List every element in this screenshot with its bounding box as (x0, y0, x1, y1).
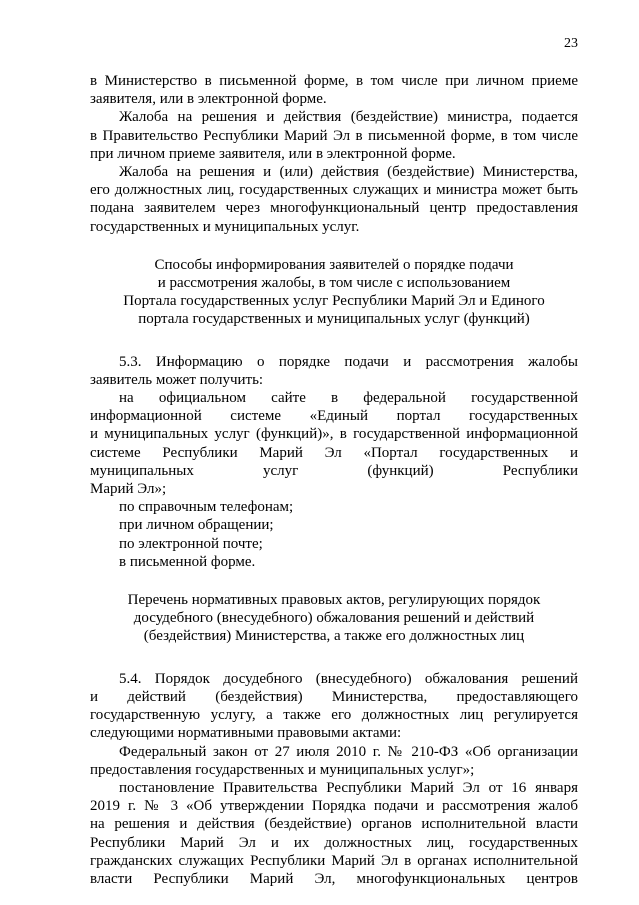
paragraph-5-3 (90, 353, 578, 389)
line: на решения и действия (бездействие) органов исполнительной власти (90, 816, 578, 833)
line: и действий (бездействия) Министерства, предоставляющего (90, 688, 578, 705)
paragraph-3 (90, 163, 578, 236)
line: и муниципальных услуг (функций)», в государственной информационной (90, 426, 578, 443)
line: предоставления государственных и муниципальных услуг»; (90, 761, 475, 778)
heading-line: и рассмотрения жалобы, в том числе с использованием (157, 275, 511, 292)
heading-line: Перечень нормативных правовых актов, регулирующих порядок (127, 592, 541, 609)
section-heading-legal-acts (90, 591, 578, 646)
line: при личном приеме заявителя, или в электронной форме. (90, 145, 456, 162)
heading-line: Портала государственных услуг Республики Марий Эл и Единого (123, 293, 545, 310)
line: гражданских служащих Республики Марий Эл в органах исполнительной (90, 852, 578, 869)
line: информационной системе «Единый портал государственных (90, 408, 578, 425)
heading-line: Способы информирования заявителей о порядке подачи (154, 256, 514, 273)
line: 5.4. Порядок досудебного (внесудебного) обжалования решений (119, 670, 578, 687)
page-number: 23 (564, 36, 578, 51)
line: на официальном сайте в федеральной государственной (119, 390, 578, 407)
line: заявителя, или в электронной форме. (90, 91, 327, 108)
line: муниципальных услуг (функций) Республики (90, 462, 578, 479)
line: государственных и муниципальных услуг. (90, 218, 360, 235)
document-body (90, 72, 578, 888)
line: Жалоба на решения и действия (бездействие) министра, подается (119, 109, 578, 126)
line: 2019 г. № 3 «Об утверждении Порядка подачи и рассмотрения жалоб (90, 798, 578, 815)
line: Марий Эл»; (90, 481, 167, 498)
list-item: в письменной форме. (119, 553, 256, 570)
list-item: по электронной почте; (119, 535, 263, 552)
line: в Министерство в письменной форме, в том числе при личном приеме (90, 73, 578, 89)
paragraph-resolution (90, 779, 578, 888)
line: Федеральный закон от 27 июля 2010 г. № 210-ФЗ «Об организации (119, 743, 578, 760)
line: 5.3. Информацию о порядке подачи и рассмотрения жалобы (119, 353, 578, 370)
list-item: по справочным телефонам; (119, 499, 294, 516)
heading-line: (бездействия) Министерства, а также его должностных лиц (143, 628, 525, 645)
line: заявитель может получить: (90, 371, 264, 388)
heading-line: портала государственных и муниципальных услуг (функций) (138, 311, 530, 328)
paragraph-official-site (90, 389, 578, 498)
line: в Правительство Республики Марий Эл в письменной форме, в том числе (90, 127, 578, 144)
line: Республики Марий Эл и их должностных лиц, государственных (90, 834, 578, 851)
paragraph-federal-law (90, 743, 578, 779)
paragraph-5-4 (90, 670, 578, 743)
line: системе Республики Марий Эл «Портал государственных и (90, 444, 578, 461)
line: Жалоба на решения и (или) действия (бездействие) Министерства, (119, 164, 578, 181)
list-item: при личном обращении; (119, 517, 274, 534)
heading-line: досудебного (внесудебного) обжалования решений и действий (133, 610, 535, 627)
line: власти Республики Марий Эл, многофункциональных центров (90, 870, 578, 887)
line: подана заявителем через многофункциональный центр предоставления (90, 200, 578, 217)
line: государственную услугу, а также его должностных лиц регулируется (90, 707, 578, 724)
line: постановление Правительства Республики Марий Эл от 16 января (119, 779, 578, 796)
paragraph-2 (90, 108, 578, 163)
line: следующими нормативными правовыми актами: (90, 725, 402, 742)
paragraph-1 (90, 72, 578, 108)
line: его должностных лиц, государственных служащих и министра может быть (90, 182, 578, 199)
section-heading-informing (90, 256, 578, 329)
